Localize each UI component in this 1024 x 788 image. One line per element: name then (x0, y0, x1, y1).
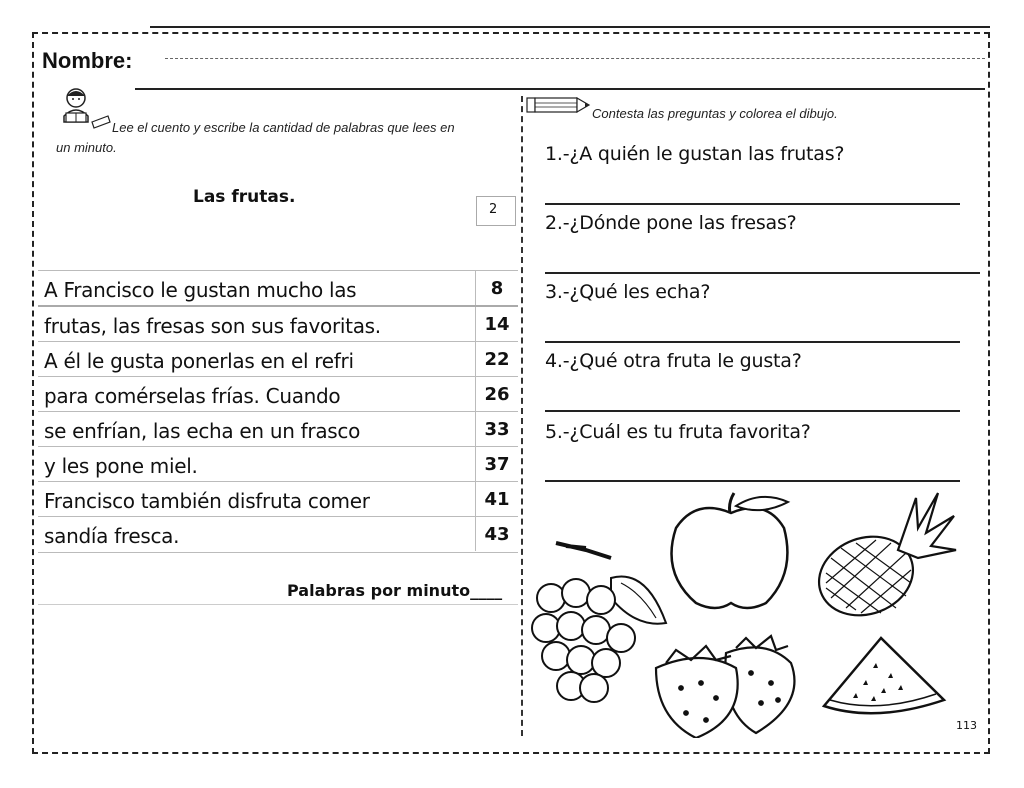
grapes-icon[interactable] (532, 543, 666, 702)
answer-line-2[interactable] (545, 272, 980, 274)
answer-line-4[interactable] (545, 410, 960, 412)
story-line (38, 516, 518, 551)
cumulative-word-count: 33 (475, 412, 518, 446)
question-5: 5.-¿Cuál es tu fruta favorita? (545, 421, 811, 443)
story-line-text: Francisco también disfruta comer (44, 489, 370, 513)
name-label: Nombre: (42, 48, 133, 73)
pineapple-icon[interactable] (808, 493, 956, 628)
story-title: Las frutas. (193, 187, 296, 207)
page-number: 113 (956, 719, 977, 732)
top-rule (150, 26, 990, 28)
story-line-text: sandía fresca. (44, 524, 180, 548)
cumulative-word-count: 26 (475, 377, 518, 411)
pencil-icon (526, 95, 592, 117)
rule (38, 604, 518, 605)
story-line-text: y les pone miel. (44, 454, 198, 478)
name-line[interactable] (135, 88, 985, 90)
cumulative-word-count: 14 (475, 307, 518, 341)
cumulative-word-count: 37 (475, 447, 518, 481)
story-line (38, 411, 518, 446)
reading-instruction: Lee el cuento y escribe la cantidad de palabras que lees en un minuto. (56, 120, 455, 155)
story-line (38, 270, 518, 305)
table-bottom-rule (38, 552, 518, 553)
apple-icon[interactable] (672, 493, 789, 608)
title-word-count: 2 (476, 196, 516, 226)
answer-line-5[interactable] (545, 480, 960, 482)
cumulative-word-count: 41 (475, 482, 518, 516)
answer-line-1[interactable] (545, 203, 960, 205)
questions-instruction: Contesta las preguntas y colorea el dibujo. (592, 106, 838, 121)
story-line-text: A él le gusta ponerlas en el refri (44, 349, 354, 373)
cumulative-word-count: 43 (475, 517, 518, 551)
answer-line-3[interactable] (545, 341, 960, 343)
cumulative-word-count: 8 (475, 271, 518, 305)
words-per-minute-field[interactable]: Palabras por minuto____ (287, 581, 503, 600)
fruit-coloring-picture[interactable] (526, 488, 966, 738)
story-line (38, 341, 518, 376)
story-line (38, 376, 518, 411)
story-line-text: se enfrían, las echa en un frasco (44, 419, 361, 443)
name-guide-line (165, 58, 985, 59)
question-4: 4.-¿Qué otra fruta le gusta? (545, 350, 802, 372)
column-divider (521, 96, 523, 736)
story-line (38, 481, 518, 516)
watermelon-icon[interactable] (824, 638, 944, 713)
story-line (38, 305, 518, 341)
question-3: 3.-¿Qué les echa? (545, 281, 711, 303)
story-table (38, 270, 518, 551)
story-line-text: A Francisco le gustan mucho las (44, 278, 357, 302)
cumulative-word-count: 22 (475, 342, 518, 376)
question-1: 1.-¿A quién le gustan las frutas? (545, 143, 845, 165)
story-line-text: para comérselas frías. Cuando (44, 384, 341, 408)
story-line-text: frutas, las fresas son sus favoritas. (44, 314, 381, 338)
strawberries-icon[interactable] (656, 636, 794, 738)
story-line (38, 446, 518, 481)
question-2: 2.-¿Dónde pone las fresas? (545, 212, 797, 234)
